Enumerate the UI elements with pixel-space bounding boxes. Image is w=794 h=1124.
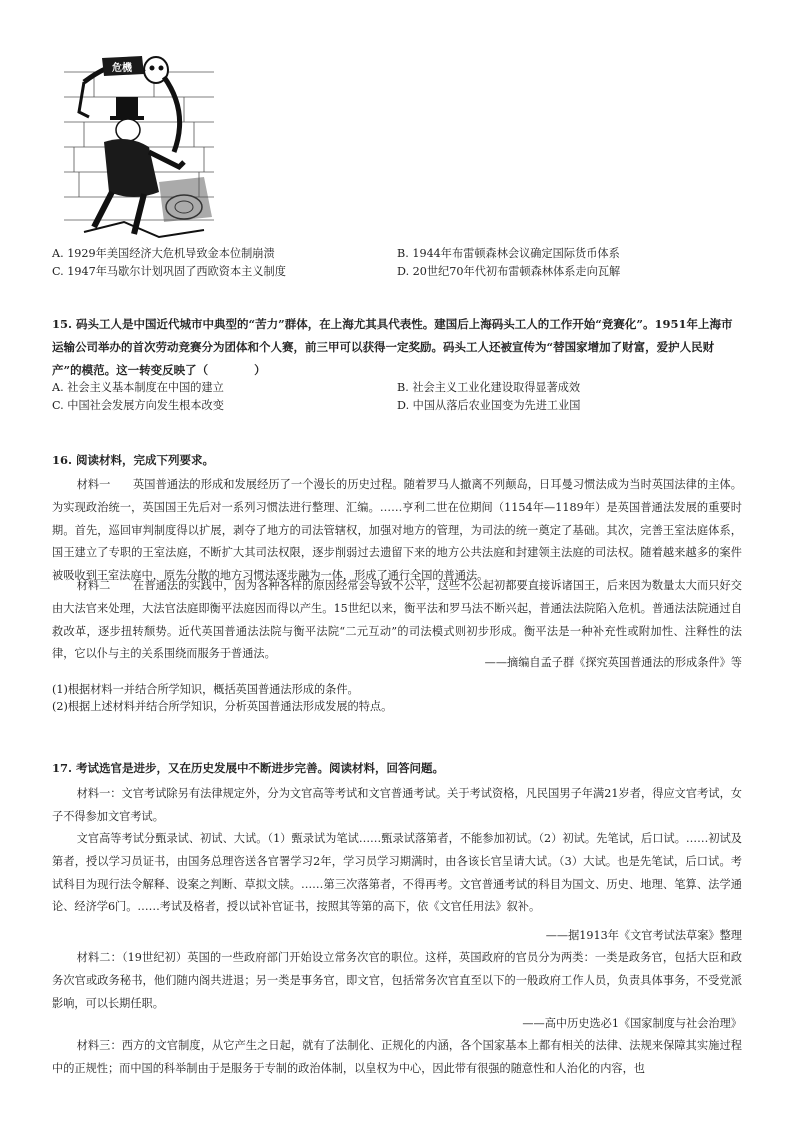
q14-option-a[interactable]: A. 1929年美国经济大危机导致金本位制崩溃 <box>52 247 275 260</box>
q17-material-2: 材料二：（19世纪初）英国的一些政府部门开始设立常务次官的职位。这样，英国政府的官员分为两类：一类是政务官，包括大臣和政务次官或政务秘书，他们随内阁共进退；另一类是事务官，即文官，包括常务次官直至以下的一般政府工作人员，负责具体事务，不受党派影响，可以长期任职。 <box>52 951 742 1010</box>
q16-question-1: (1)根据材料一并结合所学知识，概括英国普通法形成的条件。 <box>52 683 359 696</box>
q17-material-1-p1: 材料一：文官考试除另有法律规定外，分为文官高等考试和文官普通考试。关于考试资格，凡民国男子年满21岁者，得应文官考试，女子不得参加文官考试。 <box>52 787 742 823</box>
q14-option-c[interactable]: C. 1947年马歇尔计划巩固了西欧资本主义制度 <box>52 265 286 278</box>
q15-option-c[interactable]: C. 中国社会发展方向发生根本改变 <box>52 399 224 412</box>
q17-source-1: ——据1913年《文官考试法草案》整理 <box>545 929 742 942</box>
q16-stem: 16. 阅读材料，完成下列要求。 <box>52 453 215 467</box>
q17-source-2: ——高中历史选必1《国家制度与社会治理》 <box>522 1017 742 1030</box>
q16-source: ——摘编自孟子群《探究英国普通法的形成条件》等 <box>484 656 742 669</box>
q16-question-2: (2)根据上述材料并结合所学知识，分析英国普通法形成发展的特点。 <box>52 700 393 713</box>
q15-option-b[interactable]: B. 社会主义工业化建设取得显著成效 <box>397 381 581 394</box>
q16-material-2: 材料二 在普通法的实践中，因为各种各样的原因经常会导致不公平，这些不公起初都要直接诉诸国王，后来因为数量太大而只好交由大法官来处理，大法官法庭即衡平法庭因而得以产生。15世纪以来，衡平法和罗马法不断兴起，普通法法院陷入危机。普通法法院通过自救改革，逐步扭转颓势。近代英国普通法法院与衡平法院“二元互动”的司法模式则初步形成。衡平法是一种补充性或附加性、注释性的法律，它以仆与主的关系围绕而服务于普通法。 <box>52 579 742 661</box>
q15-option-d[interactable]: D. 中国从落后农业国变为先进工业国 <box>397 399 581 412</box>
q14-option-d[interactable]: D. 20世纪70年代初布雷顿森林体系走向瓦解 <box>397 265 621 278</box>
q15-option-a[interactable]: A. 社会主义基本制度在中国的建立 <box>52 381 224 394</box>
q17-material-1-p2: 文官高等考试分甄录试、初试、大试。（1）甄录试为笔试……甄录试落第者，不能参加初试。（2）初试。先笔试，后口试。……初试及第者，授以学习员证书，由国务总理咨送各官署学习2年，学习员学习期满时，由各该长官呈请大试。（3）大试。也是先笔试，后口试。考试科目为现行法令解释、设案之判断、草拟文牍。……第三次落第者，不得再考。文官普通考试的科目为国文、历史、地理、笔算、法学通论、经济学6门。……考试及格者，授以试补官证书，按照其等第的高下，依《文官任用法》叙补。 <box>52 832 742 914</box>
crisis-cartoon-image <box>64 42 214 242</box>
q14-option-b[interactable]: B. 1944年布雷顿森林会议确定国际货币体系 <box>397 247 620 260</box>
q17-material-3: 材料三：西方的文官制度，从它产生之日起，就有了法制化、正规化的内涵，各个国家基本上都有相关的法律、法规来保障其实施过程中的正规性；而中国的科举制由于是服务于专制的政治体制，以皇权为中心，因此带有很强的随意性和人治化的内容，也 <box>52 1039 742 1075</box>
q16-material-1: 材料一 英国普通法的形成和发展经历了一个漫长的历史过程。随着罗马人撤离不列颠岛，日耳曼习惯法成为当时英国法律的主体。为实现政治统一，英国国王先后对一系列习惯法进行整理、汇编。……亨利二世在位期间（1154年—1189年）是英国普通法发展的重要时期。首先，巡回审判制度得以扩展，剥夺了地方的司法管辖权，加强对地方的管理，为司法的统一奠定了基础。其次，完善王室法庭体系，国王建立了专职的王室法庭，不断扩大其司法权限，逐步削弱过去遗留下来的地方公共法庭和封建领主法庭的司法权。随着越来越多的案件被吸收到王室法庭中，原先分散的地方习惯法逐步融为一体，形成了通行全国的普通法。 <box>52 478 742 583</box>
cartoon-crisis-label: 危機 <box>112 63 132 74</box>
q17-stem: 17. 考试选官是进步，又在历史发展中不断进步完善。阅读材料，回答问题。 <box>52 761 445 775</box>
q15-stem: 15. 码头工人是中国近代城市中典型的“苦力”群体，在上海尤其具代表性。建国后上海码头工人的工作开始“竞赛化”。1951年上海市运输公司举办的首次劳动竞赛分为团体和个人赛，前三甲可以获得一定奖励。码头工人还被宣传为“替国家增加了财富，爱护人民财产”的模范。这一转变反映了（ ） <box>52 317 733 377</box>
